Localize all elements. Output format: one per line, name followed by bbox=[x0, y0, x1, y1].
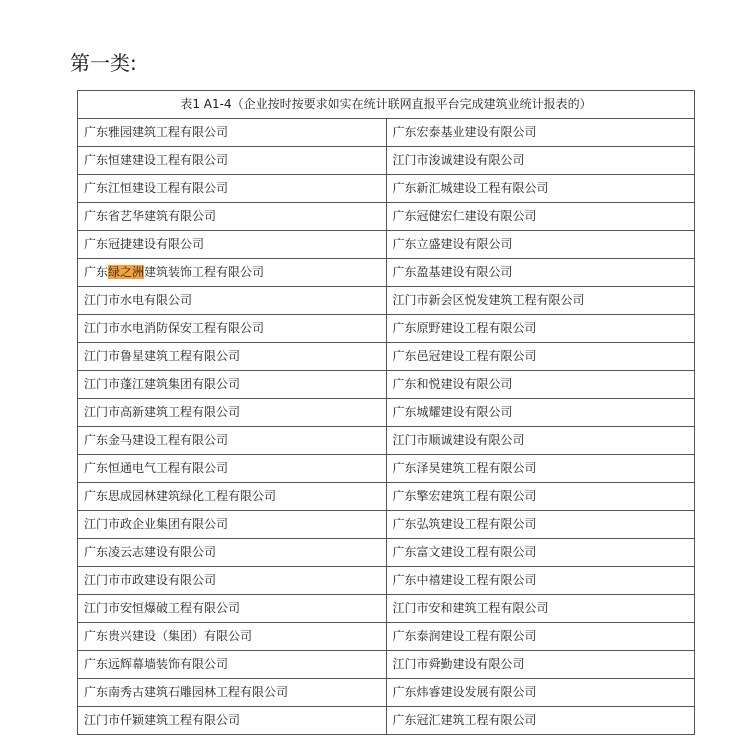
table-row bbox=[78, 175, 695, 203]
company-cell-left: 广东金马建设工程有限公司 bbox=[78, 427, 387, 455]
table-row bbox=[78, 511, 695, 539]
company-cell-left: 江门市水电消防保安工程有限公司 bbox=[78, 315, 387, 343]
company-cell-right: 广东擎宏建筑工程有限公司 bbox=[386, 483, 695, 511]
table-caption: 表1 A1-4（企业按时按要求如实在统计联网直报平台完成建筑业统计报表的） bbox=[78, 91, 695, 119]
table-row bbox=[78, 259, 695, 287]
table-row bbox=[78, 343, 695, 371]
company-table bbox=[77, 90, 695, 735]
table-row bbox=[78, 567, 695, 595]
company-cell-left: 江门市政企业集团有限公司 bbox=[78, 511, 387, 539]
company-cell-right: 广东冠健宏仁建设有限公司 bbox=[386, 203, 695, 231]
table-row bbox=[78, 119, 695, 147]
company-cell-right: 江门市舜勤建设有限公司 bbox=[386, 651, 695, 679]
company-cell-right: 江门市安和建筑工程有限公司 bbox=[386, 595, 695, 623]
company-cell-left: 江门市安恒爆破工程有限公司 bbox=[78, 595, 387, 623]
company-cell-right: 广东新汇城建设工程有限公司 bbox=[386, 175, 695, 203]
table-row bbox=[78, 203, 695, 231]
company-cell-left: 广东远辉幕墙装饰有限公司 bbox=[78, 651, 387, 679]
company-cell-left: 广东雅园建筑工程有限公司 bbox=[78, 119, 387, 147]
company-cell-right: 江门市新会区悦发建筑工程有限公司 bbox=[386, 287, 695, 315]
table-row bbox=[78, 539, 695, 567]
company-name-part: 建筑装饰工程有限公司 bbox=[144, 265, 265, 279]
table-caption-row bbox=[78, 91, 695, 119]
company-cell-right: 广东宏泰基业建设有限公司 bbox=[386, 119, 695, 147]
table-body bbox=[78, 119, 695, 735]
table-row bbox=[78, 623, 695, 651]
table-row bbox=[78, 679, 695, 707]
table-row bbox=[78, 651, 695, 679]
table-row bbox=[78, 483, 695, 511]
company-cell-right: 广东和悦建设有限公司 bbox=[386, 371, 695, 399]
company-cell-left: 广东贵兴建设（集团）有限公司 bbox=[78, 623, 387, 651]
company-name-part: 广东 bbox=[84, 265, 109, 279]
company-cell-right: 广东城耀建设有限公司 bbox=[386, 399, 695, 427]
table-row bbox=[78, 427, 695, 455]
company-cell-left: 广东恒建建设工程有限公司 bbox=[78, 147, 387, 175]
company-cell-right: 广东冠汇建筑工程有限公司 bbox=[386, 707, 695, 735]
table-row bbox=[78, 287, 695, 315]
table-row bbox=[78, 399, 695, 427]
company-cell-right: 广东立盛建设有限公司 bbox=[386, 231, 695, 259]
table-row bbox=[78, 315, 695, 343]
company-cell-right: 江门市顺诚建设有限公司 bbox=[386, 427, 695, 455]
company-cell-right: 广东盈基建设有限公司 bbox=[386, 259, 695, 287]
company-cell-right: 广东泽昊建筑工程有限公司 bbox=[386, 455, 695, 483]
search-highlight: 绿之洲 bbox=[108, 265, 145, 279]
company-cell-left: 江门市水电有限公司 bbox=[78, 287, 387, 315]
company-cell-right: 广东中禧建设工程有限公司 bbox=[386, 567, 695, 595]
company-cell-left: 广东凌云志建设有限公司 bbox=[78, 539, 387, 567]
company-cell-right: 广东富文建设工程有限公司 bbox=[386, 539, 695, 567]
table-row bbox=[78, 231, 695, 259]
company-cell-right: 广东泰润建设工程有限公司 bbox=[386, 623, 695, 651]
company-cell-left: 广东思成园林建筑绿化工程有限公司 bbox=[78, 483, 387, 511]
company-cell-left: 江门市高新建筑工程有限公司 bbox=[78, 399, 387, 427]
company-cell-left: 广东恒通电气工程有限公司 bbox=[78, 455, 387, 483]
company-cell-left: 江门市蓬江建筑集团有限公司 bbox=[78, 371, 387, 399]
company-cell-right: 广东炜睿建设发展有限公司 bbox=[386, 679, 695, 707]
company-cell-left: 江门市市政建设有限公司 bbox=[78, 567, 387, 595]
table-row bbox=[78, 707, 695, 735]
table-row bbox=[78, 371, 695, 399]
company-cell-left: 江门市鲁星建筑工程有限公司 bbox=[78, 343, 387, 371]
company-cell-right: 广东原野建设工程有限公司 bbox=[386, 315, 695, 343]
company-cell-left: 广东南秀古建筑石雕园林工程有限公司 bbox=[78, 679, 387, 707]
company-cell-left: 江门市仟颖建筑工程有限公司 bbox=[78, 707, 387, 735]
company-cell-left: 广东冠捷建设有限公司 bbox=[78, 231, 387, 259]
table-row bbox=[78, 455, 695, 483]
company-cell-right: 广东弘筑建设工程有限公司 bbox=[386, 511, 695, 539]
table-row bbox=[78, 595, 695, 623]
company-cell-left: 广东江恒建设工程有限公司 bbox=[78, 175, 387, 203]
company-cell-left: 广东省艺华建筑有限公司 bbox=[78, 203, 387, 231]
company-cell-right: 广东邑冠建设工程有限公司 bbox=[386, 343, 695, 371]
table-row bbox=[78, 147, 695, 175]
company-cell-left bbox=[78, 259, 387, 287]
section-heading: 第一类: bbox=[70, 51, 137, 75]
company-cell-right: 江门市浚诚建设有限公司 bbox=[386, 147, 695, 175]
